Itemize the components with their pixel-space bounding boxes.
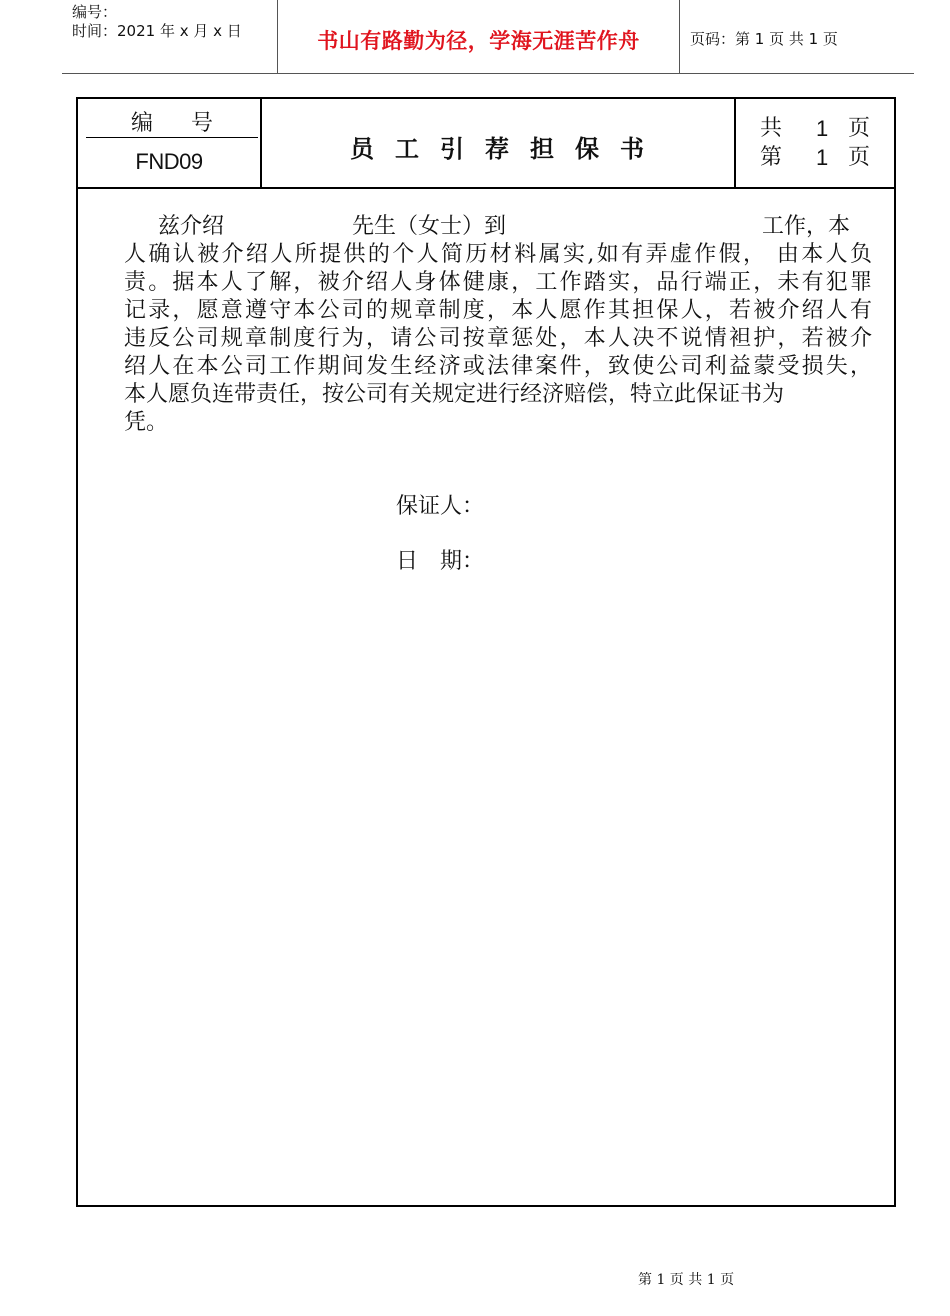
page-footer: 第 1 页 共 1 页 bbox=[638, 1272, 735, 1288]
current-page-label: 第 bbox=[760, 145, 783, 170]
total-pages-unit: 页 bbox=[848, 116, 871, 141]
total-pages-row bbox=[760, 115, 880, 143]
header-meta bbox=[62, 0, 277, 73]
body-line-6: 绍人在本公司工作期间发生经济或法律案件，致使公司利益蒙受损失， bbox=[124, 354, 872, 379]
form-title-cell bbox=[260, 99, 736, 187]
body-line-5: 违反公司规章制度行为，请公司按章惩处，本人决不说情袒护，若被介 bbox=[124, 326, 872, 351]
total-pages-label: 共 bbox=[760, 116, 783, 141]
guarantor-signature-label: 保证人： bbox=[396, 494, 485, 519]
body-line-7: 本人愿负连带责任，按公司有关规定进行经济赔偿，特立此保证书为 bbox=[124, 382, 785, 407]
form-code-cell bbox=[78, 99, 262, 187]
document-title: 员工引荐担保书 bbox=[350, 134, 665, 163]
body-line-4: 记录，愿意遵守本公司的规章制度，本人愿作其担保人，若被介绍人有 bbox=[124, 298, 872, 323]
total-pages-value: 1 bbox=[816, 116, 829, 141]
body-line-8: 凭。 bbox=[124, 410, 169, 435]
current-page-value: 1 bbox=[816, 145, 829, 170]
body-intro-text: 兹介绍 bbox=[158, 214, 225, 239]
form-header-row bbox=[78, 99, 894, 189]
guarantee-form bbox=[76, 97, 896, 1207]
form-page-cell bbox=[734, 99, 894, 187]
current-page-row bbox=[760, 144, 880, 172]
header-motto: 书山有路勤为径，学海无涯苦作舟 bbox=[277, 0, 680, 73]
current-page-unit: 页 bbox=[848, 145, 871, 170]
form-code-heading: 编号 bbox=[86, 111, 258, 138]
body-gender-text: 先生（女士）到 bbox=[352, 214, 507, 239]
form-code-value: FND09 bbox=[135, 149, 203, 174]
guarantee-body bbox=[124, 213, 872, 437]
body-work-text: 工作，本 bbox=[762, 214, 851, 239]
running-header bbox=[62, 0, 914, 74]
body-line-1 bbox=[124, 213, 872, 241]
body-line-2: 人确认被介绍人所提供的个人简历材料属实,如有弄虚作假， 由本人负 bbox=[124, 242, 872, 267]
header-page-info: 页码：第 1 页 共 1 页 bbox=[690, 30, 838, 48]
signature-date-label: 日 期： bbox=[396, 549, 485, 574]
header-time-label: 时间：2021 年 x 月 x 日 bbox=[72, 22, 242, 40]
body-line-3: 责。据本人了解，被介绍人身体健康，工作踏实，品行端正，未有犯罪 bbox=[124, 270, 872, 295]
header-code-label: 编号： bbox=[72, 3, 118, 21]
